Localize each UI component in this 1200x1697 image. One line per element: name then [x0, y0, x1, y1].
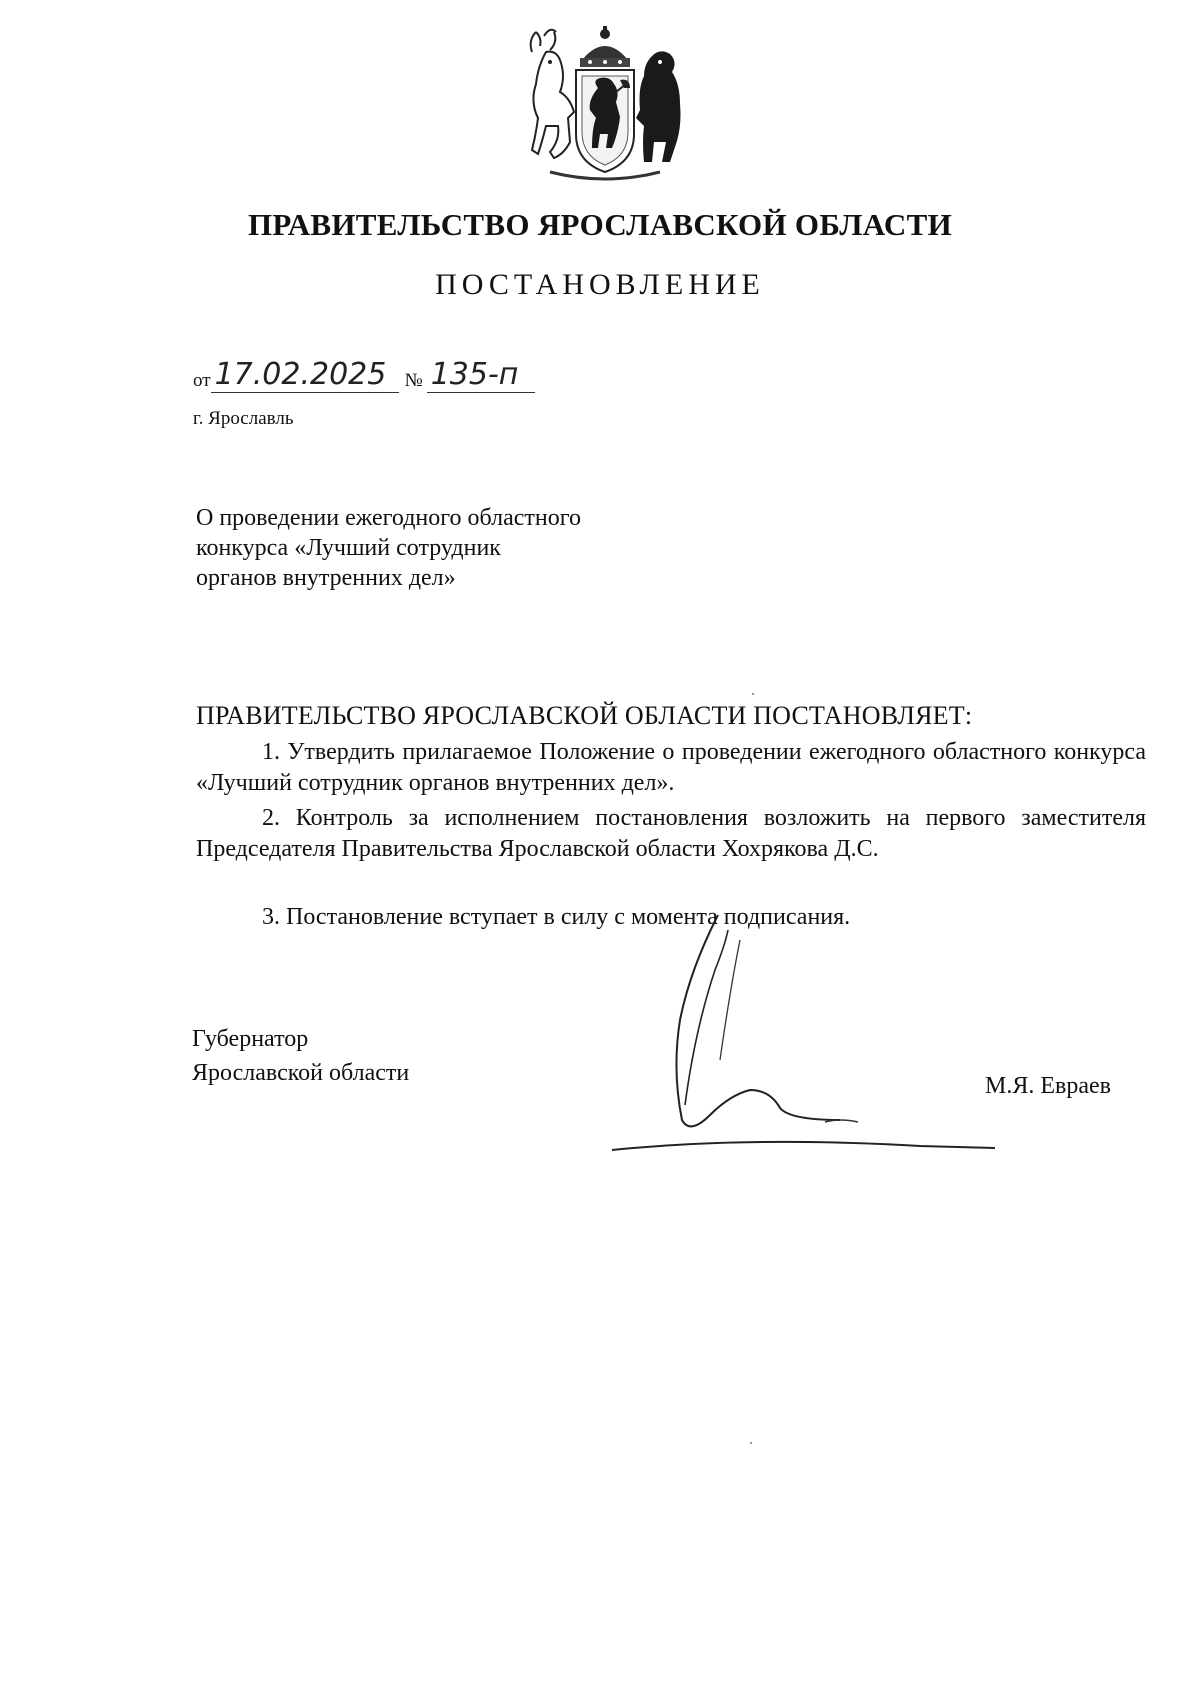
decree-item-text: Контроль за исполнением постановления возложить на первого заместителя Председателя Правительства Ярославской области Хохрякова Д.С. [196, 805, 1147, 862]
signatory-title [192, 1022, 409, 1090]
decree-item-text: Постановление вступает в силу с момента подписания. [286, 904, 851, 930]
scan-speck [750, 1442, 752, 1444]
decree-item-text: Утвердить прилагаемое Положение о проведении ежегодного областного конкурса «Лучший сотрудник органов внутренних дел». [196, 739, 1146, 796]
city-line: г. Ярославль [193, 408, 294, 429]
registration-line [193, 357, 535, 393]
signatory-title-line-2: Ярославской области [192, 1060, 410, 1086]
handwritten-date: 17.02.2025 [211, 360, 399, 393]
handwritten-signature-icon [600, 910, 1020, 1160]
signatory-title-line-1: Губернатор [192, 1026, 309, 1052]
document-subject: О проведении ежегодного областного конкурса «Лучший сотрудник органов внутренних дел» [196, 505, 581, 591]
signatory-name: М.Я. Евраев [985, 1073, 1111, 1099]
decree-item-number: 1. [262, 739, 280, 765]
handwritten-number: 135-п [427, 360, 535, 393]
decree-item-number: 3. [262, 904, 280, 930]
decree-item-2 [196, 803, 1146, 865]
organization-title: ПРАВИТЕЛЬСТВО ЯРОСЛАВСКОЙ ОБЛАСТИ [248, 207, 952, 242]
scan-speck [752, 693, 754, 695]
coat-of-arms-icon [520, 22, 690, 187]
number-prefix: № [404, 370, 423, 391]
date-prefix: от [193, 370, 211, 391]
decree-item-1 [196, 737, 1146, 799]
decree-item-number: 2. [262, 805, 280, 831]
document-type-title: ПОСТАНОВЛЕНИЕ [435, 268, 765, 301]
decree-heading: ПРАВИТЕЛЬСТВО ЯРОСЛАВСКОЙ ОБЛАСТИ ПОСТАНОВЛЯЕТ: [196, 701, 973, 730]
